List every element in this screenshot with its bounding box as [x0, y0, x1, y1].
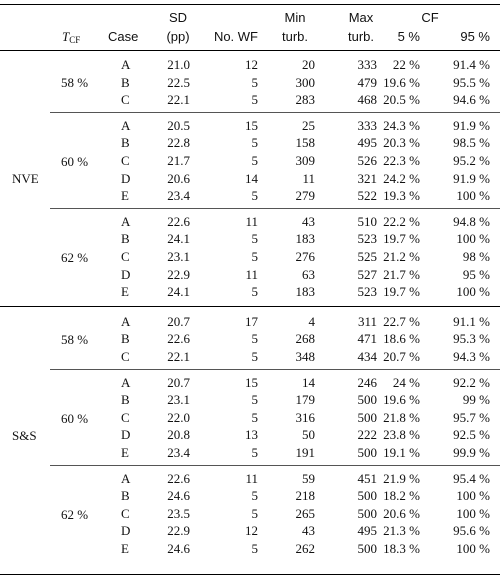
cell-case: A — [121, 313, 131, 329]
cell-no-wf: 11 — [245, 470, 258, 486]
cell-max-turb: 495 — [357, 523, 377, 539]
cell-no-wf: 5 — [251, 231, 258, 247]
cell-case: D — [121, 170, 131, 186]
tcf-group-label: 58 % — [61, 332, 89, 348]
header-no-wf: No. WF — [213, 29, 258, 44]
cell-no-wf: 5 — [251, 92, 258, 108]
cell-max-turb: 321 — [357, 170, 377, 186]
cell-cf-5: 24.3 % — [383, 117, 420, 133]
tcf-group-label: 60 % — [61, 410, 89, 426]
cell-max-turb: 526 — [357, 153, 377, 168]
header-cf-95: 95 % — [460, 29, 490, 44]
header-tcf: $T_{CF}$ — [62, 29, 81, 45]
cell-case: C — [121, 409, 130, 425]
cell-max-turb: 471 — [357, 331, 377, 347]
cell-cf-95: 94.3 % — [453, 349, 490, 364]
cell-cf-5: 18.2 % — [383, 488, 420, 504]
cell-max-turb: 500 — [357, 488, 377, 504]
cell-min-turb: 179 — [295, 392, 315, 408]
cell-min-turb: 63 — [302, 266, 315, 282]
cell-sd: 20.7 — [167, 313, 190, 329]
cell-case: B — [121, 74, 130, 90]
cell-sd: 24.6 — [167, 541, 190, 556]
cell-min-turb: 218 — [295, 488, 315, 504]
cell-min-turb: 191 — [295, 445, 315, 460]
cell-max-turb: 500 — [357, 409, 377, 425]
cell-cf-95: 98.5 % — [453, 135, 490, 151]
header-max-turb: turb. — [347, 29, 374, 44]
cell-no-wf: 14 — [245, 170, 258, 186]
cell-min-turb: 348 — [295, 349, 315, 364]
cell-case: B — [121, 135, 130, 151]
cell-cf-95: 98 % — [462, 249, 490, 264]
cell-cf-95: 91.9 % — [453, 117, 490, 133]
cell-case: A — [121, 213, 131, 229]
cell-max-turb: 522 — [357, 188, 377, 204]
cell-cf-5: 23.8 % — [383, 427, 420, 443]
cell-cf-5: 22.3 % — [383, 153, 420, 168]
cell-case: C — [121, 92, 130, 108]
cell-cf-5: 20.7 % — [383, 349, 420, 364]
cell-case: C — [121, 249, 130, 264]
cell-case: B — [121, 488, 130, 504]
cell-case: D — [121, 427, 131, 443]
cell-sd: 20.6 — [167, 170, 190, 186]
cell-min-turb: 11 — [302, 170, 315, 186]
cell-no-wf: 5 — [251, 445, 258, 460]
cell-cf-95: 100 % — [456, 284, 490, 300]
cell-cf-95: 91.1 % — [453, 313, 490, 329]
cell-cf-5: 21.2 % — [383, 249, 420, 264]
cell-sd: 21.7 — [167, 153, 190, 168]
cell-case: E — [121, 188, 129, 204]
cell-min-turb: 268 — [295, 331, 315, 347]
cell-case: E — [121, 284, 129, 300]
tcf-group-label: 60 % — [61, 153, 89, 169]
cell-no-wf: 5 — [251, 505, 258, 521]
cell-max-turb: 311 — [357, 313, 377, 329]
cell-case: E — [121, 541, 129, 556]
cell-cf-95: 99.9 % — [453, 445, 490, 460]
cell-min-turb: 43 — [302, 213, 315, 229]
cell-cf-5: 21.7 % — [383, 266, 420, 282]
cell-cf-5: 24 % — [392, 374, 420, 390]
bottom-rule — [0, 574, 500, 575]
cell-cf-95: 100 % — [456, 488, 490, 504]
cell-no-wf: 5 — [251, 392, 258, 408]
header-cf-5: 5 % — [397, 29, 420, 44]
cell-min-turb: 43 — [302, 523, 315, 539]
cell-no-wf: 5 — [251, 541, 258, 556]
cell-cf-5: 22 % — [392, 57, 420, 72]
cell-max-turb: 333 — [357, 117, 377, 133]
cell-cf-95: 95.3 % — [453, 331, 490, 347]
cell-no-wf: 5 — [251, 331, 258, 347]
cell-min-turb: 262 — [295, 541, 315, 556]
tcf-group-label: 62 % — [61, 506, 89, 522]
cell-cf-95: 100 % — [456, 188, 490, 204]
cell-case: A — [121, 57, 131, 72]
section-label: S&S — [12, 428, 37, 444]
top-rule — [0, 4, 500, 5]
cell-no-wf: 12 — [245, 523, 258, 539]
cell-cf-95: 92.5 % — [453, 427, 490, 443]
cell-cf-5: 21.3 % — [383, 523, 420, 539]
cell-no-wf: 5 — [251, 249, 258, 264]
cell-cf-5: 22.7 % — [383, 313, 420, 329]
cell-sd: 22.1 — [167, 92, 190, 108]
cell-max-turb: 451 — [357, 470, 377, 486]
cell-case: C — [121, 349, 130, 364]
cell-sd: 23.1 — [167, 249, 190, 264]
cell-sd: 24.1 — [167, 284, 190, 300]
cell-max-turb: 500 — [357, 541, 377, 556]
cell-max-turb: 523 — [357, 284, 377, 300]
cell-cf-95: 95.6 % — [453, 523, 490, 539]
cell-cf-95: 92.2 % — [453, 374, 490, 390]
cell-sd: 22.1 — [167, 349, 190, 364]
cell-case: A — [121, 374, 131, 390]
cell-cf-5: 18.3 % — [383, 541, 420, 556]
cell-sd: 22.6 — [167, 470, 190, 486]
cell-min-turb: 316 — [295, 409, 315, 425]
cell-min-turb: 14 — [302, 374, 315, 390]
header-min-turb: turb. — [281, 29, 308, 44]
cell-max-turb: 434 — [357, 349, 377, 364]
cell-sd: 20.5 — [167, 117, 190, 133]
cell-cf-95: 95.5 % — [453, 74, 490, 90]
cell-max-turb: 495 — [357, 135, 377, 151]
cell-max-turb: 500 — [357, 392, 377, 408]
cell-sd: 22.6 — [167, 213, 190, 229]
cell-max-turb: 523 — [357, 231, 377, 247]
cell-cf-95: 95.4 % — [453, 470, 490, 486]
cell-min-turb: 279 — [295, 188, 315, 204]
cell-sd: 22.8 — [167, 135, 190, 151]
cell-no-wf: 5 — [251, 488, 258, 504]
cell-cf-5: 19.7 % — [383, 231, 420, 247]
cell-min-turb: 265 — [295, 505, 315, 521]
cell-sd: 23.1 — [167, 392, 190, 408]
cell-no-wf: 11 — [245, 213, 258, 229]
cell-no-wf: 12 — [245, 57, 258, 72]
cell-case: C — [121, 505, 130, 521]
group-divider — [50, 208, 500, 209]
cell-sd: 22.9 — [167, 523, 190, 539]
cell-case: D — [121, 266, 131, 282]
cell-case: B — [121, 231, 130, 247]
cell-case: B — [121, 392, 130, 408]
cell-min-turb: 309 — [295, 153, 315, 168]
cell-min-turb: 283 — [295, 92, 315, 108]
cell-max-turb: 527 — [357, 266, 377, 282]
cell-min-turb: 20 — [302, 57, 315, 72]
cell-sd: 22.5 — [167, 74, 190, 90]
cell-cf-95: 94.8 % — [453, 213, 490, 229]
tcf-group-label: 58 % — [61, 75, 89, 91]
cell-no-wf: 15 — [245, 117, 258, 133]
group-divider — [50, 112, 500, 113]
cell-sd: 23.4 — [167, 445, 190, 460]
cell-max-turb: 479 — [357, 74, 377, 90]
cell-sd: 20.8 — [167, 427, 190, 443]
cell-cf-5: 20.3 % — [383, 135, 420, 151]
cell-cf-5: 24.2 % — [383, 170, 420, 186]
header-rule — [0, 50, 500, 51]
cell-min-turb: 25 — [302, 117, 315, 133]
cell-cf-95: 91.9 % — [453, 170, 490, 186]
cell-sd: 22.0 — [167, 409, 190, 425]
header-case: Case — [108, 29, 139, 44]
cell-max-turb: 500 — [357, 505, 377, 521]
cell-cf-95: 95.7 % — [453, 409, 490, 425]
cell-case: B — [121, 331, 130, 347]
cell-cf-5: 19.7 % — [383, 284, 420, 300]
cell-no-wf: 15 — [245, 374, 258, 390]
cell-cf-95: 99 % — [462, 392, 490, 408]
cell-min-turb: 4 — [308, 313, 315, 329]
cell-max-turb: 333 — [357, 57, 377, 72]
cell-min-turb: 158 — [295, 135, 315, 151]
cell-min-turb: 276 — [295, 249, 315, 264]
cell-sd: 23.5 — [167, 505, 190, 521]
cell-sd: 23.4 — [167, 188, 190, 204]
cell-cf-95: 100 % — [456, 231, 490, 247]
cell-cf-5: 19.6 % — [383, 392, 420, 408]
cell-cf-95: 95 % — [462, 266, 490, 282]
cell-cf-5: 19.6 % — [383, 74, 420, 90]
tcf-group-label: 62 % — [61, 249, 89, 265]
header-max: Max — [348, 10, 374, 25]
cell-max-turb: 500 — [357, 445, 377, 460]
cell-max-turb: 510 — [357, 213, 377, 229]
cell-case: E — [121, 445, 129, 460]
cell-cf-95: 91.4 % — [453, 57, 490, 72]
cell-cf-5: 19.3 % — [383, 188, 420, 204]
cell-sd: 20.7 — [167, 374, 190, 390]
cell-no-wf: 17 — [245, 313, 258, 329]
group-divider — [50, 465, 500, 466]
cell-min-turb: 50 — [302, 427, 315, 443]
cell-min-turb: 183 — [295, 231, 315, 247]
section-divider — [0, 306, 500, 307]
cell-cf-95: 95.2 % — [453, 153, 490, 168]
cell-cf-5: 22.2 % — [383, 213, 420, 229]
cell-cf-5: 18.6 % — [383, 331, 420, 347]
cell-cf-5: 20.5 % — [383, 92, 420, 108]
cell-case: C — [121, 153, 130, 168]
cell-case: A — [121, 470, 131, 486]
cell-no-wf: 5 — [251, 135, 258, 151]
cell-max-turb: 525 — [357, 249, 377, 264]
cell-min-turb: 183 — [295, 284, 315, 300]
cell-no-wf: 5 — [251, 349, 258, 364]
header-sd: SD — [168, 10, 188, 25]
cell-cf-5: 21.9 % — [383, 470, 420, 486]
cell-max-turb: 222 — [357, 427, 377, 443]
cell-case: A — [121, 117, 131, 133]
cell-no-wf: 5 — [251, 188, 258, 204]
cell-max-turb: 468 — [357, 92, 377, 108]
cell-sd: 22.6 — [167, 331, 190, 347]
cell-no-wf: 5 — [251, 409, 258, 425]
cell-sd: 24.6 — [167, 488, 190, 504]
cell-no-wf: 5 — [251, 284, 258, 300]
cell-sd: 21.0 — [167, 57, 190, 72]
header-min: Min — [284, 10, 306, 25]
cell-max-turb: 246 — [357, 374, 377, 390]
cell-cf-95: 100 % — [456, 541, 490, 556]
cell-no-wf: 11 — [245, 266, 258, 282]
group-divider — [50, 369, 500, 370]
cell-no-wf: 13 — [245, 427, 258, 443]
header-sd-unit: (pp) — [166, 29, 190, 44]
cell-min-turb: 59 — [302, 470, 315, 486]
cell-min-turb: 300 — [295, 74, 315, 90]
section-label: NVE — [12, 171, 39, 187]
cell-sd: 24.1 — [167, 231, 190, 247]
header-cf: CF — [421, 10, 439, 25]
cell-cf-95: 100 % — [456, 505, 490, 521]
cell-cf-5: 19.1 % — [383, 445, 420, 460]
cell-no-wf: 5 — [251, 74, 258, 90]
cell-cf-5: 20.6 % — [383, 505, 420, 521]
cell-cf-5: 21.8 % — [383, 409, 420, 425]
cell-cf-95: 94.6 % — [453, 92, 490, 108]
cell-case: D — [121, 523, 131, 539]
cell-sd: 22.9 — [167, 266, 190, 282]
cell-no-wf: 5 — [251, 153, 258, 168]
